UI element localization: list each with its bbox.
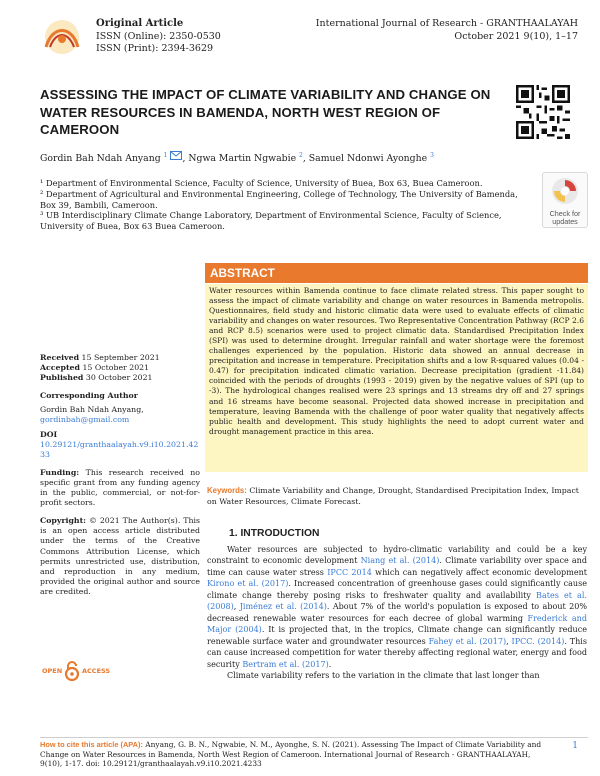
affiliations [40,178,535,232]
citation-link[interactable]: Kirono et al. (2017) [207,579,289,589]
article-type: Original Article [96,18,184,29]
issn-print: ISSN (Print): 2394-3629 [96,43,214,54]
copyright-label: Copyright: [40,516,87,526]
accepted-label: Accepted [40,363,80,373]
citation-link[interactable]: IPCC 2014 [327,567,372,577]
journal-name: International Journal of Research - GRANTHAALAYAH [315,18,578,29]
citation-link[interactable]: Bates et al. (2008) [207,590,587,612]
author-name: Ngwa Martin Ngwabie [188,153,297,165]
how-to-cite-text: Anyang, G. B. N., Ngwabie, N. M., Ayonghe, S. N. (2021). Assessing The Impact of Climate Variability and Change on Water Resources in Bamenda, North West Region of Cameroon. International Journal of Research - GRANTHAALAYAH, 9(10), 1-17. doi: 10.29121/granthaalayah.v9.i10.2021.4233 [40,740,542,769]
citation-link[interactable]: Jiménez et al. (2014) [239,602,327,612]
article-info-sidebar [40,353,200,597]
author-sup: 2 [299,152,303,159]
corresponding-email-link[interactable]: gordinbah@gmail.com [40,415,130,425]
published-label: Published [40,373,84,383]
citation-link[interactable]: Bertram et al. (2017) [242,659,329,669]
journal-header-right [316,18,578,43]
received-date: 15 September 2021 [81,353,160,362]
section-heading: 1. INTRODUCTION [229,528,320,539]
introduction-text [207,544,587,681]
citation-link[interactable]: Frederick and Major (2004) [207,613,587,635]
corresponding-name: Gordin Bah Ndah Anyang, [40,405,144,415]
affiliation: ² Department of Agricultural and Environmental Engineering, College of Technology, The University of Bamenda, Box 39, Bambili, Cameroon. [40,188,518,210]
issue-info: October 2021 9(10), 1–17 [454,30,578,42]
doi-label: DOI [40,429,58,439]
author-sup: 3 [430,152,434,159]
author-name: Gordin Bah Ndah Anyang [40,153,161,165]
check-updates-icon [550,176,580,206]
citation-link[interactable]: Niang et al. (2014) [360,556,440,566]
citation-footer [40,740,545,769]
page-number: 1 [572,741,578,751]
intro-paragraph: Climate variability refers to the variation in the climate that last longer than [227,670,540,680]
affiliation: ¹ Department of Environmental Science, Faculty of Science, University of Buea, Box 63, Buea Cameroon. [40,178,483,188]
keywords [207,485,587,507]
citation-link[interactable]: IPCC. (2014) [511,636,565,646]
author-list: Gordin Bah Ndah Anyang $^1$ , Ngwa Martin Ngwabie $^2$, Samuel Ndonwi Ayonghe $^3$ [40,152,434,165]
email-icon[interactable] [170,151,182,160]
open-access-access-text: ACCESS [82,667,111,675]
abstract-body: Water resources within Bamenda continue to face climate related stress. This paper sought to assess the impact of climate variability and change on water resources in Bamenda metropolis. Questionnaires, field study and historic climatic data were used to evaluate effects of climatic variability and changes on water resources. Two Representative Concentration Pathway (RCP 2.6 and RCP 8.5) scenarios were used to project climatic data. Standardised Precipitation Index (SPI) was used to determine drought. Irregular rainfall and water shortage were the foremost challenges experienced by the population. Historic data showed an annual decrease in precipitation and increase in temperature. Precipitation shifts and a low R-squared values (0.04 - 0.47) for precipitation indicated climatic variation. Decrease precipitation (gradient -11.84) coincided with the periods of droughts (1993 - 2019) given by the negative values of SPI (up to -3). The hydrological changes realised were 23 springs and 13 streams dry off and 27 springs and 16 streams have become seasonal. Projected data showed increase in precipitation and temperature, leaving Bamenda with the challenge of poor water quality that negatively affects public health and development. This study highlights the need to adopt current water and drought management practice in this area. [205,284,588,472]
issn-online: ISSN (Online): 2350-0530 [96,30,221,42]
author-name: Samuel Ndonwi Ayonghe [308,153,428,165]
open-lock-icon [66,662,78,680]
copyright-text: © 2021 The Author(s). This is an open access article distributed under the terms of the Creative Commons Attribution License, which permits unrestricted use, distribution, and reproduction in any medium, provided the original author and source are credited. [40,516,200,596]
corresponding-label: Corresponding Author [40,391,138,401]
accepted-date: 15 October 2021 [82,363,150,373]
journal-logo [38,17,86,57]
published-date: 30 October 2021 [85,373,153,383]
abstract-heading: ABSTRACT [205,263,588,283]
author-sup: 1 [163,152,168,159]
open-access-logo [42,658,122,682]
funding-text: This research received no specific grant from any funding agency in the public, commercial, or not-for-profit sectors. [40,467,200,508]
keywords-label: Keywords: [207,486,247,495]
received-label: Received [40,353,80,362]
journal-header-left [96,18,221,56]
footer-divider [40,737,588,738]
funding-label: Funding: [40,467,80,477]
citation-link[interactable]: Fahey et al. (2017) [428,636,507,646]
affiliation: ³ UB Interdisciplinary Climate Change Laboratory, Department of Environmental Science, Faculty of Science, University of Buea, Box 63 Buea Cameroon. [40,210,502,232]
doi-link[interactable]: 10.29121/granthaalayah.v9.i10.2021.4233 [40,439,199,459]
how-to-cite-label: How to cite this article (APA): [40,740,143,749]
intro-paragraph: Water resources are subjected to hydro-climatic variability and could be a key constraint to economic development Niang et al. (2014). Climate variability over space and time can cause water stress IPCC 2014 which can negatively affect economic development Kirono et al. (2017). Increased concentration of greenhouse gases could significantly cause climate change thereby posing risks to freshwater quality and availability Bates et al. (2008), Jiménez et al. (2014). About 7% of the world's population is exposed to about 20% decreased renewable water resources for each decree of global warming Frederick and Major (2004). It is projected that, in the tropics, Climate change can significantly reduce renewable surface water and groundwater resources Fahey et al. (2017), IPCC. (2014). This can cause increased competition for water thereby affecting regional water, energy and food security Bertram et al. (2017). [207,545,588,669]
check-for-updates-button[interactable] [542,172,588,228]
check-updates-label: Check for updates [549,209,581,226]
keywords-text: Climate Variability and Change, Drought, Standardised Precipitation Index, Impact on Water Resources, Climate Forecast. [207,486,579,506]
open-access-open-text: OPEN [42,667,63,675]
paper-title: ASSESSING THE IMPACT OF CLIMATE VARIABILITY AND CHANGE ON WATER RESOURCES IN BAMENDA, NORTH WEST REGION OF CAMEROON [40,87,491,137]
qr-code-icon[interactable] [516,85,570,139]
